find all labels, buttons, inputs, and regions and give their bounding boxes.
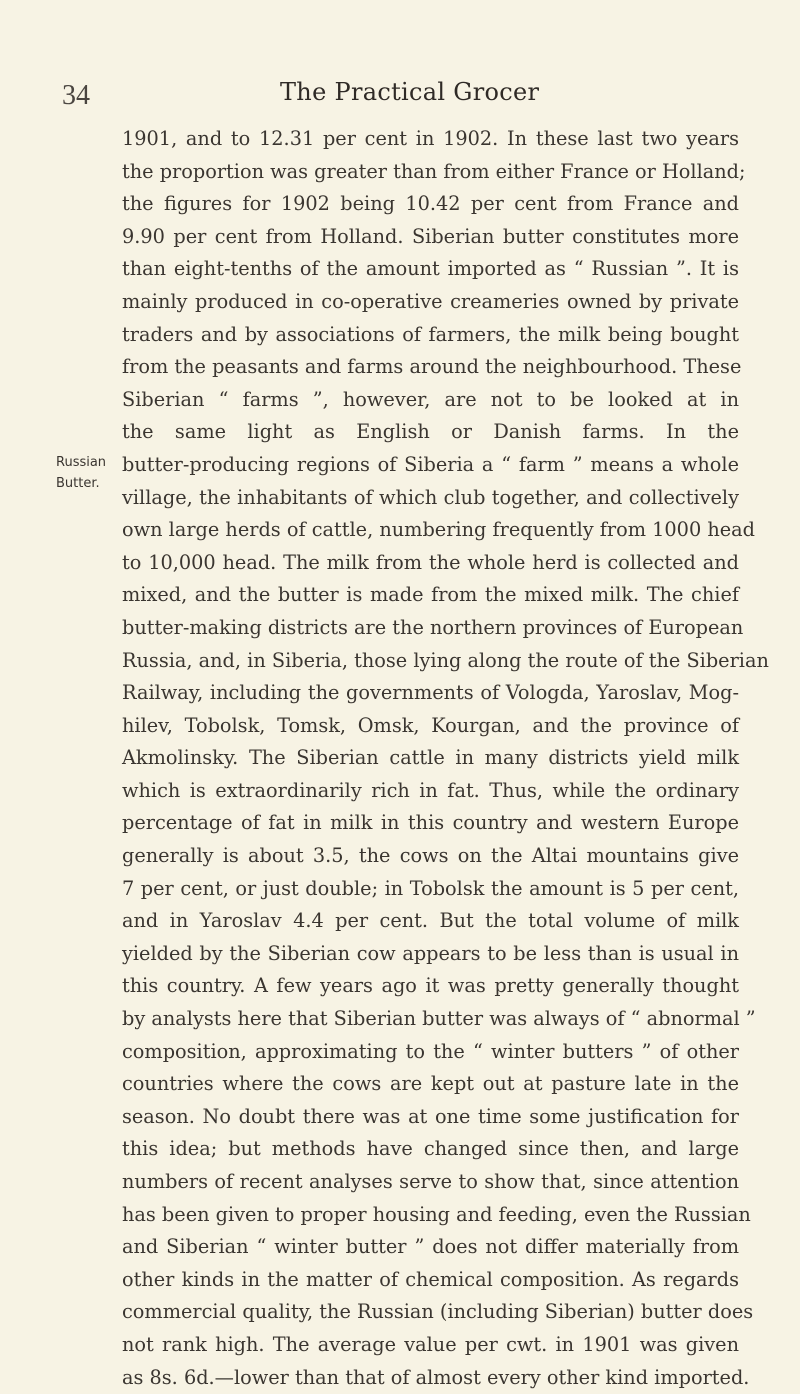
text-line: butter-producing regions of Siberia a “ farm ” means a whole (122, 452, 739, 476)
text-line: than eight-tenths of the amount imported as “ Russian ”. It is (122, 257, 739, 281)
text-line: Akmolinsky. The Siberian cattle in many districts yield milk (122, 746, 739, 770)
text-line: this idea; but methods have changed since then, and large (122, 1137, 739, 1161)
text-line: Russia, and, in Siberia, those lying along the route of the Siberian (122, 648, 769, 672)
text-line: 7 per cent, or just double; in Tobolsk the amount is 5 per cent, (122, 876, 739, 900)
page-number: 34 (62, 80, 90, 111)
text-line: butter-making districts are the northern provinces of European (122, 615, 744, 639)
text-line: 1901, and to 12.31 per cent in 1902. In these last two years (122, 127, 739, 150)
text-line: yielded by the Siberian cow appears to be less than is usual in (122, 941, 739, 965)
text-line: Railway, including the governments of Vologda, Yaroslav, Mog- (122, 681, 739, 705)
text-line: 9.90 per cent from Holland. Siberian butter constitutes more (122, 224, 739, 248)
margin-note (56, 452, 106, 494)
text-line: numbers of recent analyses serve to show that, since attention (122, 1170, 739, 1193)
text-line: from the peasants and farms around the neighbourhood. These (122, 355, 742, 379)
running-head: The Practical Grocer (280, 78, 540, 106)
margin-note-line: Butter. (56, 476, 100, 491)
text-line: has been given to proper housing and feeding, even the Russian (122, 1202, 751, 1226)
text-line: as 8s. 6d.—lower than that of almost every other kind imported. (122, 1365, 750, 1389)
text-line: mixed, and the butter is made from the mixed milk. The chief (122, 583, 739, 607)
text-line: this country. A few years ago it was pretty generally thought (122, 974, 739, 998)
margin-note-line: Russian (56, 455, 107, 470)
text-line: hilev, Tobolsk, Tomsk, Omsk, Kourgan, and the province of (122, 713, 739, 737)
text-line: Siberian “ farms ”, however, are not to be looked at in (122, 387, 739, 411)
text-line: the proportion was greater than from either France or Holland; (122, 159, 746, 183)
text-line: to 10,000 head. The milk from the whole herd is collected and (122, 550, 739, 574)
text-line: season. No doubt there was at one time some justification for (122, 1104, 739, 1128)
text-line: other kinds in the matter of chemical composition. As regards (122, 1267, 739, 1291)
text-line: mainly produced in co-operative creameries owned by private (122, 289, 739, 313)
text-line: composition, approximating to the “ winter butters ” of other (122, 1039, 739, 1063)
text-line: which is extraordinarily rich in fat. Thus, while the ordinary (122, 778, 739, 802)
text-line: generally is about 3.5, the cows on the Altai mountains give (122, 844, 739, 868)
text-line: percentage of fat in milk in this country and western Europe (122, 811, 739, 835)
text-line: traders and by associations of farmers, the milk being bought (122, 322, 739, 346)
text-line: countries where the cows are kept out at pasture late in the (122, 1072, 739, 1096)
text-line: and in Yaroslav 4.4 per cent. But the total volume of milk (122, 909, 739, 933)
body-text (122, 123, 769, 1394)
text-line: and Siberian “ winter butter ” does not differ materially from (122, 1235, 739, 1259)
text-line: commercial quality, the Russian (including Siberian) butter does (122, 1300, 754, 1324)
text-line: own large herds of cattle, numbering frequently from 1000 head (122, 518, 756, 542)
text-line: by analysts here that Siberian butter was always of “ abnormal ” (122, 1007, 756, 1031)
text-line: not rank high. The average value per cwt. in 1901 was given (122, 1332, 739, 1356)
text-line: village, the inhabitants of which club together, and collectively (122, 485, 739, 509)
text-line: the figures for 1902 being 10.42 per cent from France and (122, 192, 739, 216)
text-line: the same light as English or Danish farms. In the (122, 420, 739, 444)
